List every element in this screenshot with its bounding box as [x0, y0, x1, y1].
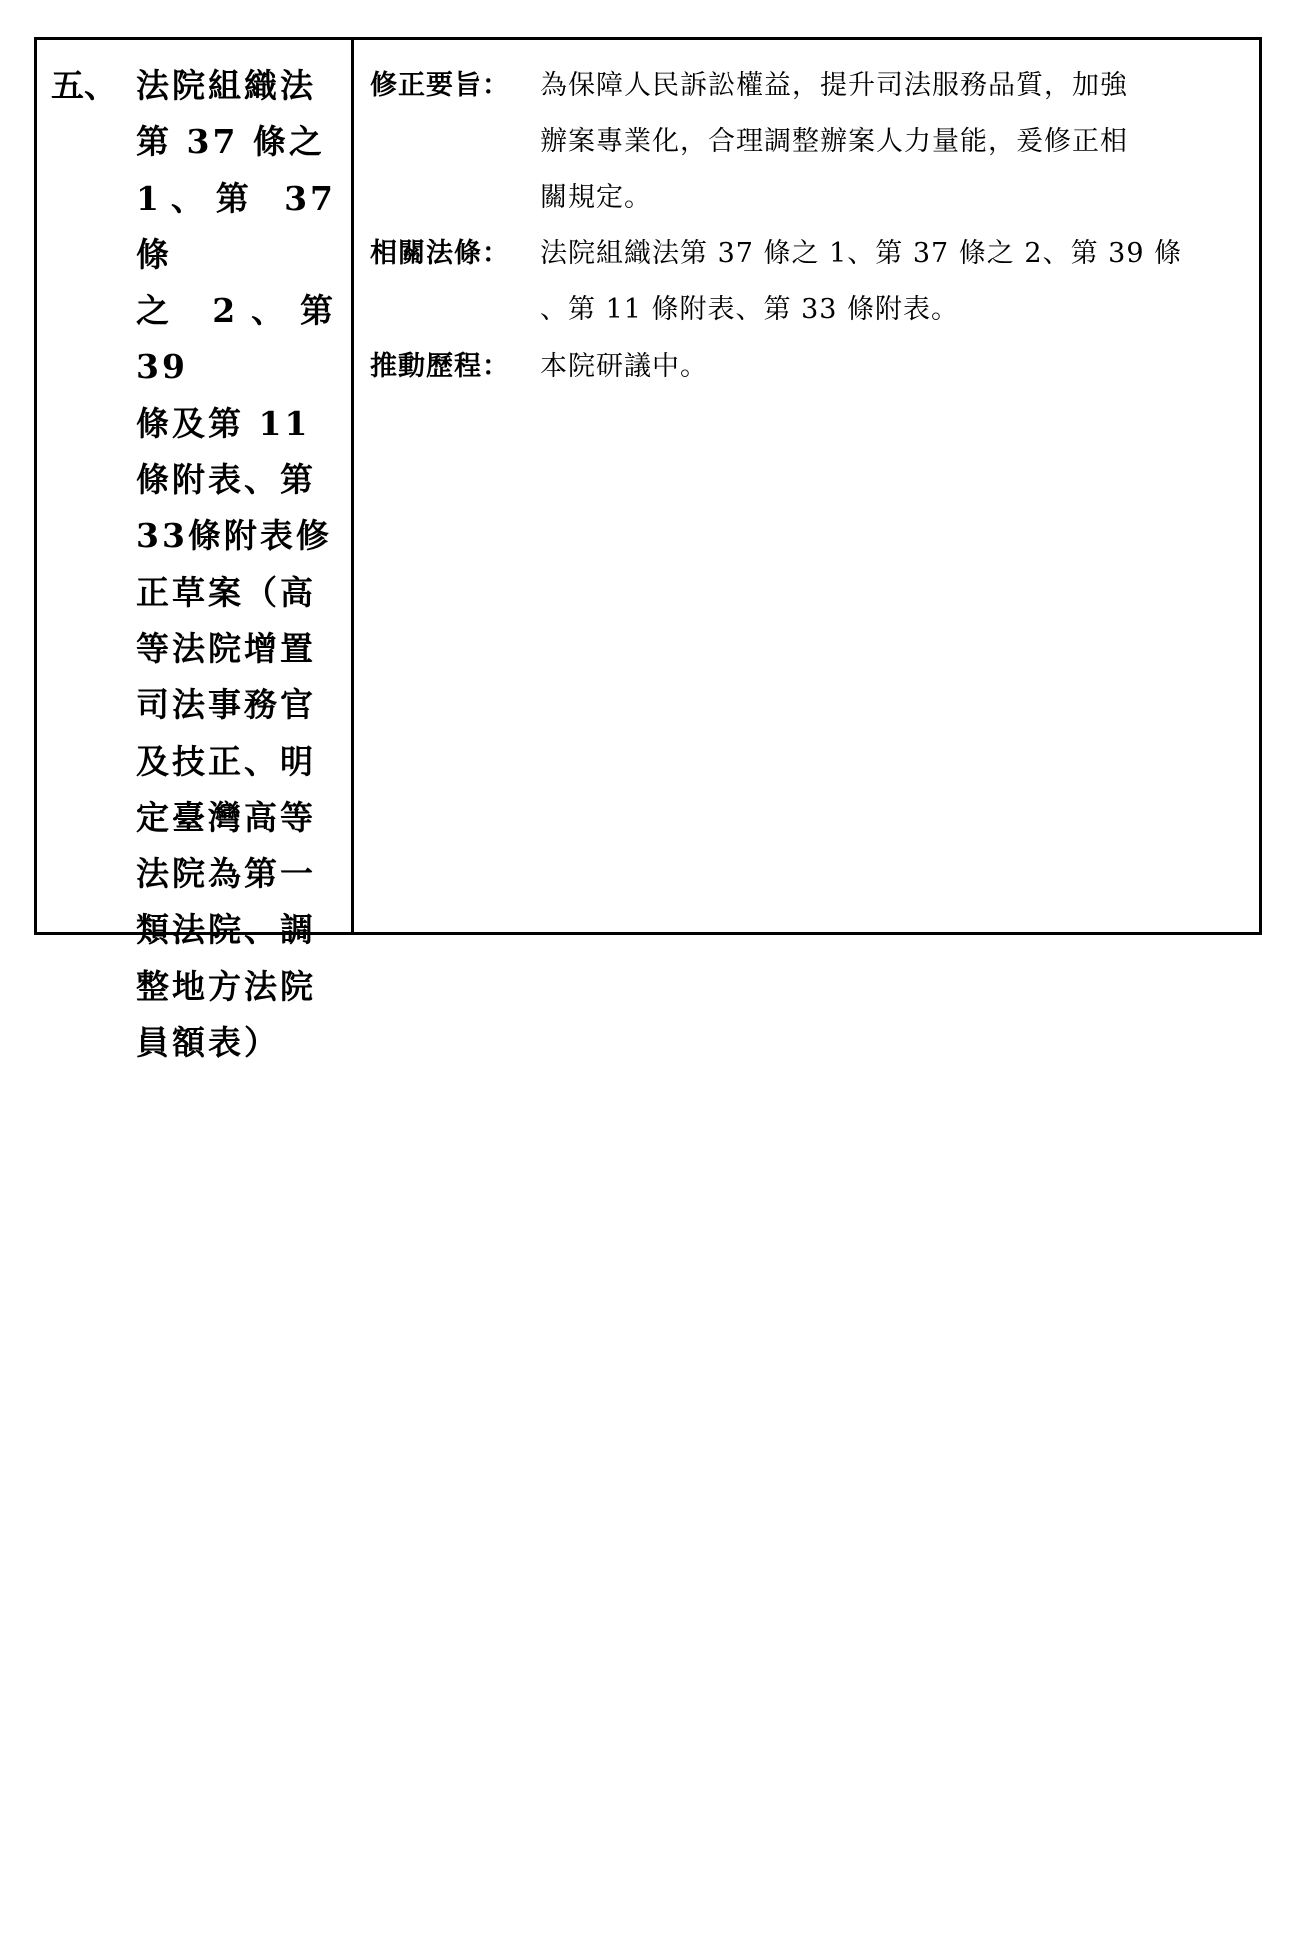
progress-value: 本院研議中。: [540, 351, 708, 382]
item-cell: [37, 40, 354, 1063]
related-laws-label: 相關法條：: [370, 238, 510, 269]
item-number: 五、: [51, 66, 117, 105]
proposal-table: [34, 37, 1262, 1063]
progress-row: [370, 339, 1245, 395]
purpose-row: [370, 58, 1245, 226]
related-laws-row: [370, 226, 1245, 338]
details-cell: [354, 40, 1259, 932]
item-title: 法院組織法 第 37 條之 1、第 37 條 之 2、第 39 條及第 11 條附表、第 33條附表修 正草案（高 等法院增置 司法事務官 及技正、明 定臺灣高等 法院為第一 類法院、調 整地方法院 員額表）: [136, 66, 336, 1063]
related-laws-value: 法院組織法第 37 條之 1、第 37 條之 2、第 39 條 、第 11 條附表、第 33 條附表。: [540, 238, 1183, 325]
progress-label: 推動歷程：: [370, 351, 510, 382]
purpose-label: 修正要旨：: [370, 70, 510, 101]
purpose-value: 為保障人民訴訟權益，提升司法服務品質，加強 辦案專業化，合理調整辦案人力量能，爰修正相 關規定。: [540, 70, 1128, 213]
